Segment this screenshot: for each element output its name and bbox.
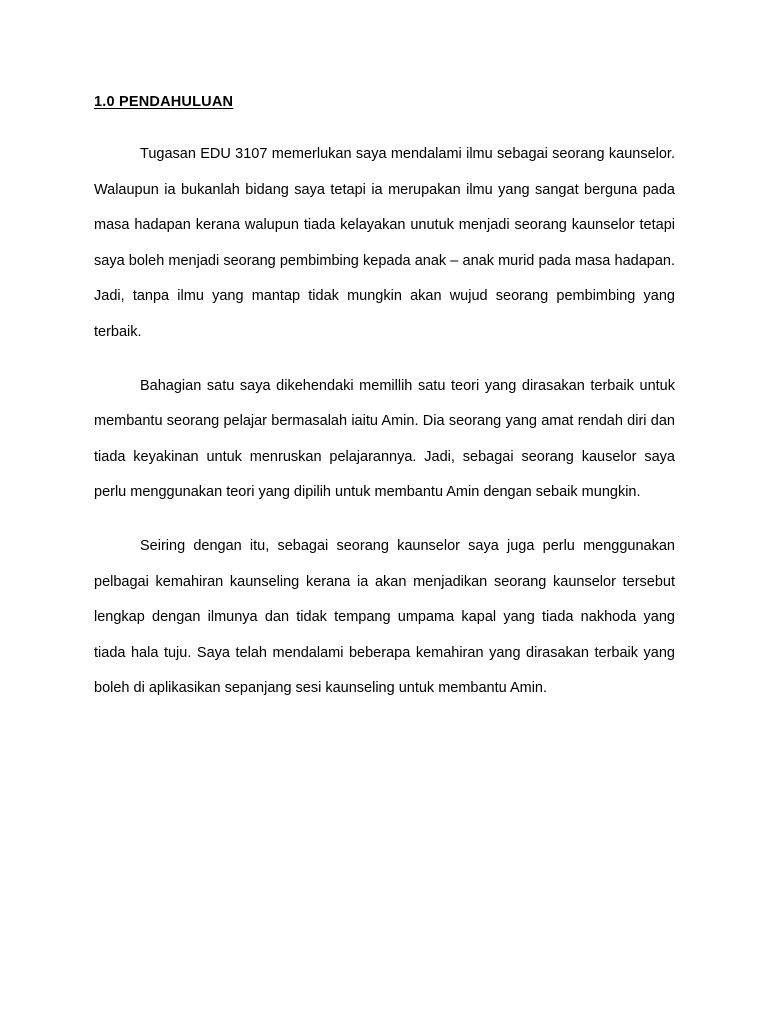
paragraph-2: Bahagian satu saya dikehendaki memillih satu teori yang dirasakan terbaik untuk membantu seorang pelajar bermasalah iaitu Amin. Dia seorang yang amat rendah diri dan tiada keyakinan untuk menruskan pelajarannya. Jadi, sebagai seorang kauselor saya perlu menggunakan teori yang dipilih untuk membantu Amin dengan sebaik mungkin. <box>94 377 675 501</box>
paragraph-1: Tugasan EDU 3107 memerlukan saya mendalami ilmu sebagai seorang kaunselor. Walaupun ia bukanlah bidang saya tetapi ia merupakan ilmu yang sangat berguna pada masa hadapan kerana walupun tiada kelayakan unutuk menjadi seorang kaunselor tetapi saya boleh menjadi seorang pembimbing kepada anak – anak murid pada masa hadapan. Jadi, tanpa ilmu yang mantap tidak mungkin akan wujud seorang pembimbing yang terbaik. <box>94 146 675 340</box>
section-heading: 1.0 PENDAHULUAN <box>94 94 234 110</box>
paragraph-3: Seiring dengan itu, sebagai seorang kaunselor saya juga perlu menggunakan pelbagai kemahiran kaunseling kerana ia akan menjadikan seorang kaunselor tersebut lengkap dengan ilmunya dan tidak tempang umpama kapal yang tiada nakhoda yang tiada hala tuju. Saya telah mendalami beberapa kemahiran yang dirasakan terbaik yang boleh di aplikasikan sepanjang sesi kaunseling untuk membantu Amin. <box>94 537 675 697</box>
document-body <box>94 92 675 725</box>
